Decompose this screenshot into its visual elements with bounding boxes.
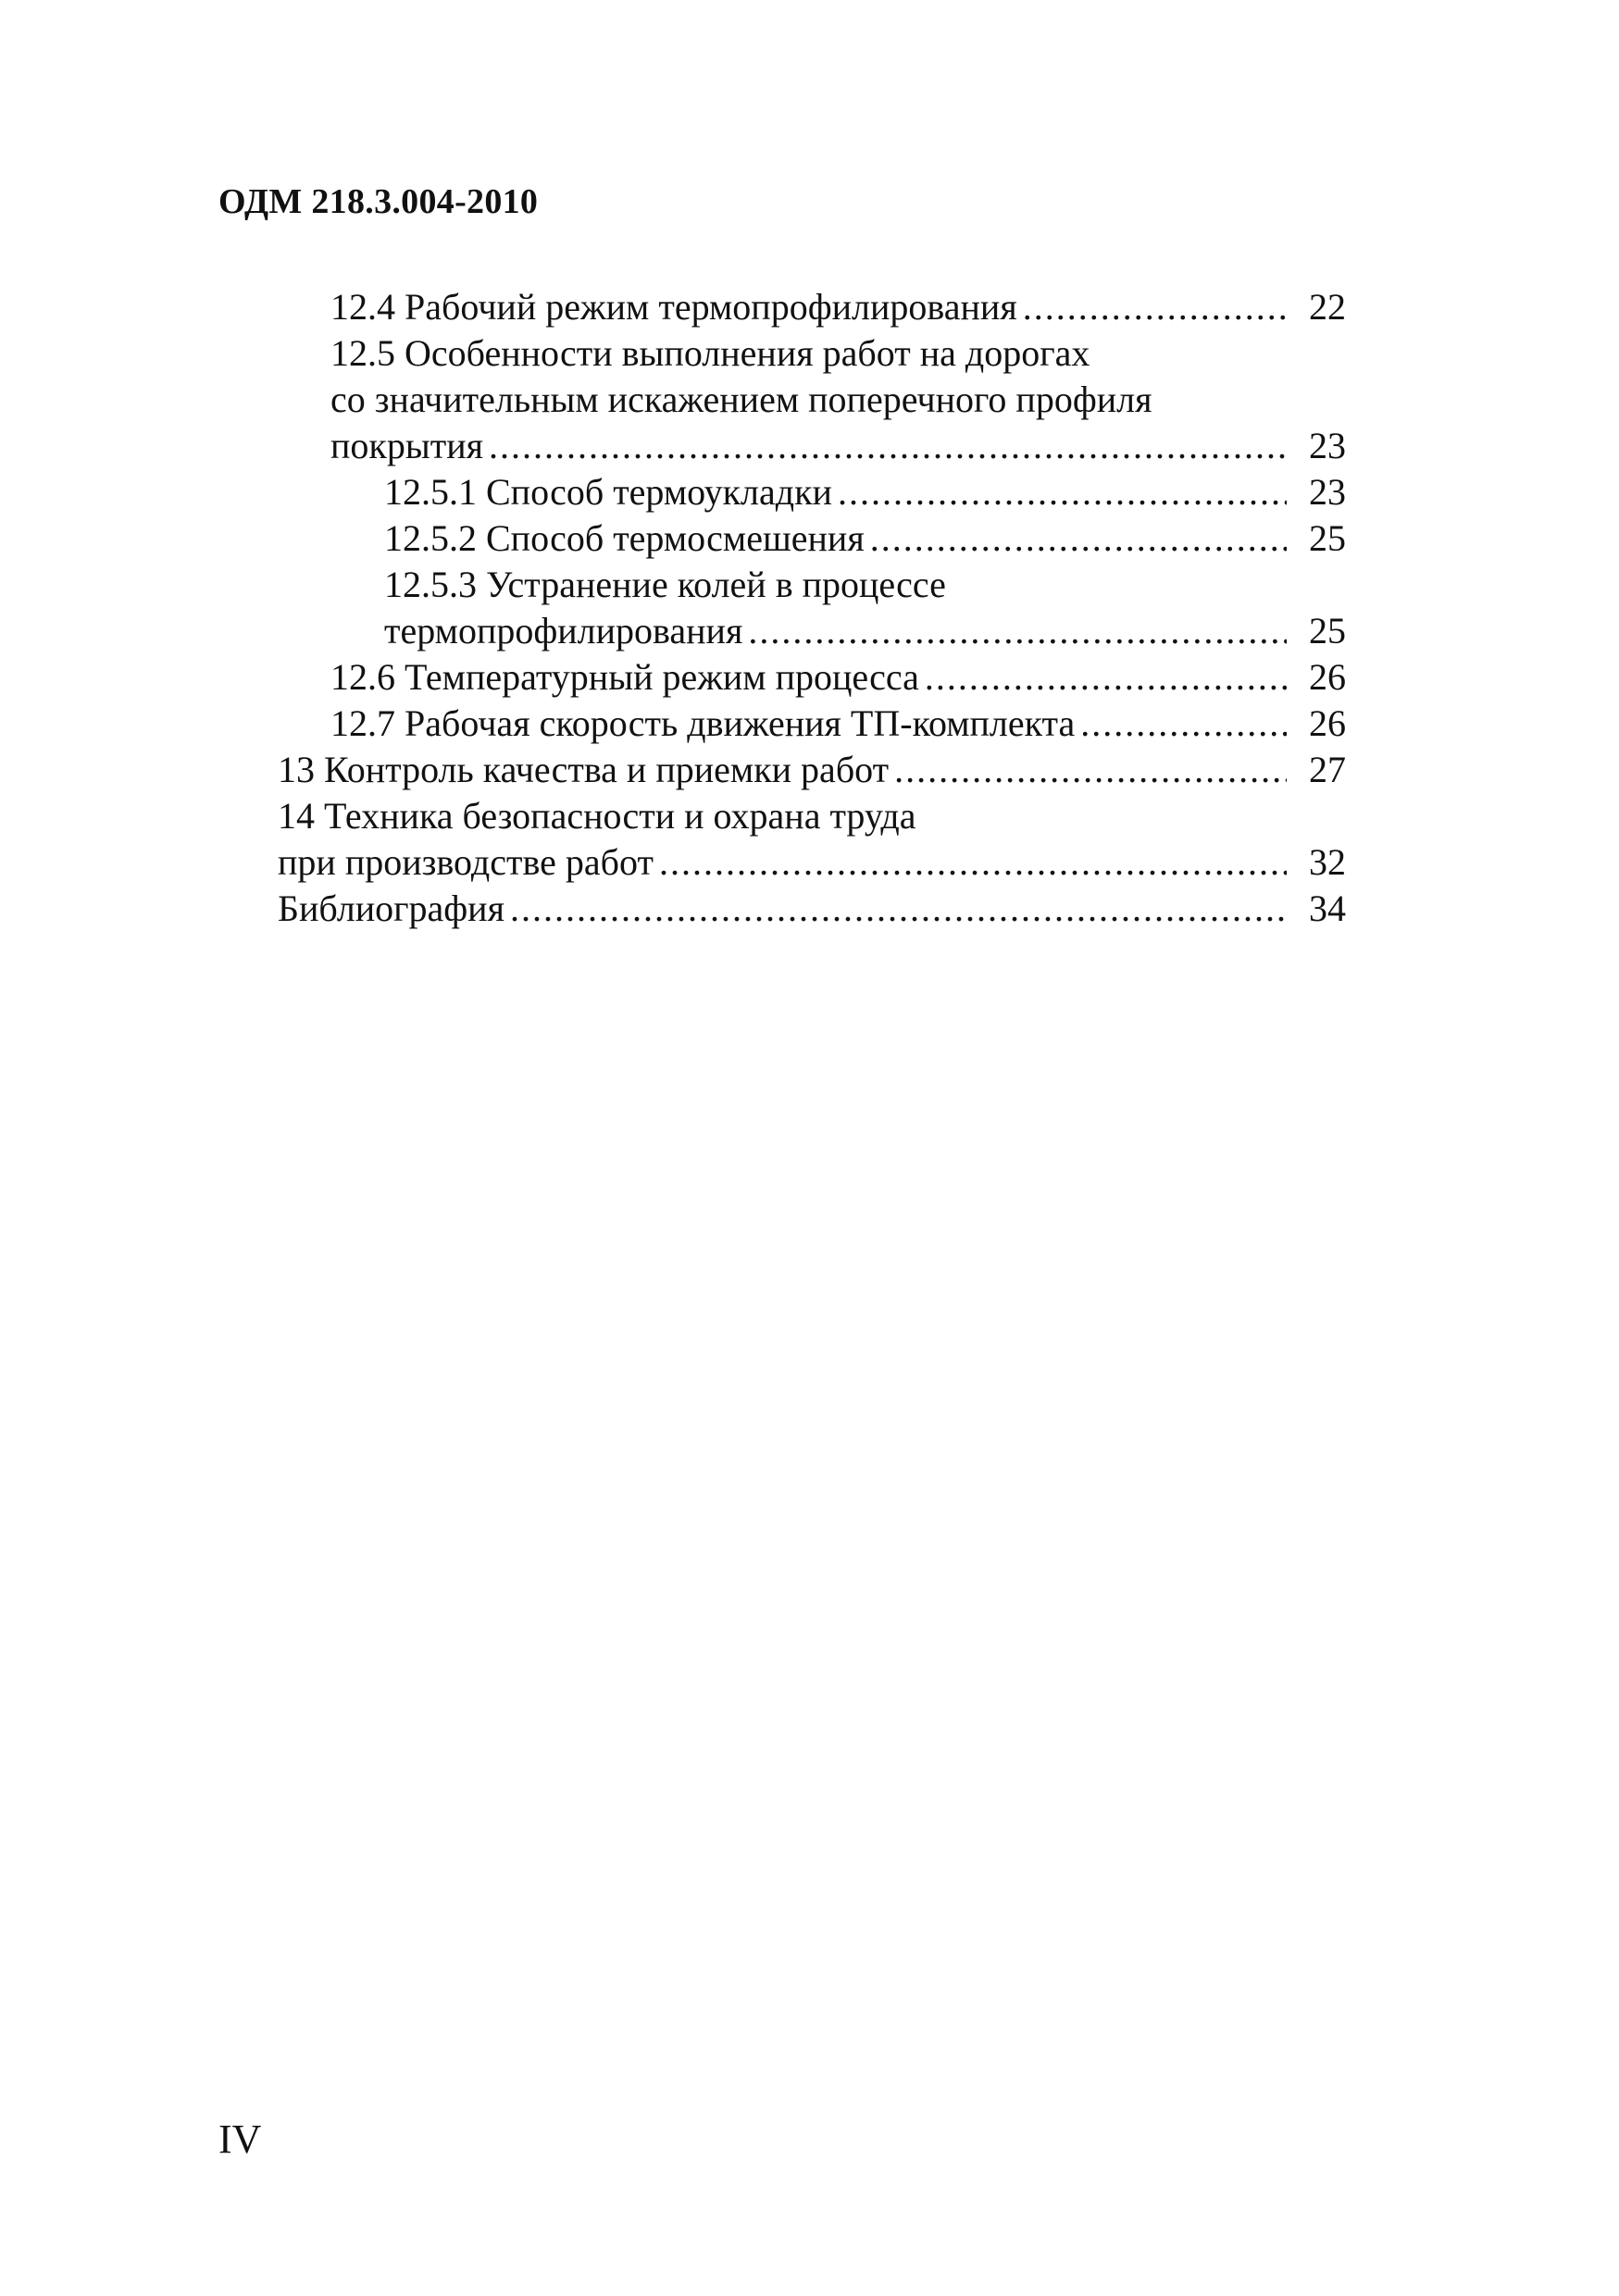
toc-entry-page: 23 <box>1287 469 1346 515</box>
toc-entry-label: при производстве работ <box>278 839 659 886</box>
toc-entry[interactable] <box>0 886 1619 932</box>
toc-entry-page: 34 <box>1287 886 1346 932</box>
toc-leader-dots <box>1080 701 1287 747</box>
toc-entry-page: 22 <box>1287 284 1346 330</box>
toc-entry-page: 32 <box>1287 839 1346 886</box>
toc-leader-dots <box>659 839 1287 886</box>
toc-entry-label: Библиография <box>278 886 510 932</box>
toc-leader-dots <box>894 747 1287 793</box>
toc-entry[interactable] <box>0 330 1619 377</box>
toc-entry-label: 12.5.1 Способ термоукладки <box>384 469 838 515</box>
toc-entry[interactable] <box>0 562 1619 608</box>
toc-leader-dots <box>838 469 1287 515</box>
toc-entry-page: 27 <box>1287 747 1346 793</box>
toc-entry-label: 12.5.2 Способ термосмешения <box>384 515 870 562</box>
toc-entry-label: 14 Техника безопасности и охрана труда <box>278 795 916 837</box>
toc-entry-page: 26 <box>1287 654 1346 701</box>
toc-leader-dots <box>870 515 1287 562</box>
toc-entry[interactable] <box>0 469 1619 515</box>
toc-entry[interactable] <box>0 515 1619 562</box>
toc-entry-continuation <box>0 377 1619 423</box>
toc-entry[interactable] <box>0 701 1619 747</box>
toc-entry-label: 12.7 Рабочая скорость движения ТП-комплекта <box>330 701 1080 747</box>
toc-entry-continuation[interactable] <box>0 608 1619 654</box>
toc-leader-dots <box>748 608 1287 654</box>
toc-entry-label: 12.5.3 Устранение колей в процессе <box>384 564 946 605</box>
toc-entry-label: термопрофилирования <box>384 608 748 654</box>
toc-entry[interactable] <box>0 284 1619 330</box>
toc-leader-dots <box>925 654 1287 701</box>
toc-entry-continuation[interactable] <box>0 839 1619 886</box>
page-number: IV <box>218 2116 262 2162</box>
document-code: ОДМ 218.3.004-2010 <box>218 182 539 221</box>
toc-entry[interactable] <box>0 654 1619 701</box>
toc-entry[interactable] <box>0 747 1619 793</box>
toc-entry-label: 12.5 Особенности выполнения работ на дорогах <box>330 332 1090 374</box>
toc-leader-dots <box>489 423 1287 469</box>
toc-leader-dots <box>1023 284 1287 330</box>
toc-entry-continuation[interactable] <box>0 423 1619 469</box>
toc-entry-page: 26 <box>1287 701 1346 747</box>
toc-entry-page: 25 <box>1287 608 1346 654</box>
toc-entry-label: покрытия <box>330 423 489 469</box>
toc-entry-page: 23 <box>1287 423 1346 469</box>
toc-entry-label: 12.6 Температурный режим процесса <box>330 654 925 701</box>
toc-entry-label: 12.4 Рабочий режим термопрофилирования <box>330 284 1023 330</box>
toc-entry-page: 25 <box>1287 515 1346 562</box>
toc-entry-label: 13 Контроль качества и приемки работ <box>278 747 894 793</box>
toc-entry[interactable] <box>0 793 1619 839</box>
toc-entry-label: со значительным искажением поперечного профиля <box>330 379 1152 420</box>
toc-leader-dots <box>510 886 1287 932</box>
